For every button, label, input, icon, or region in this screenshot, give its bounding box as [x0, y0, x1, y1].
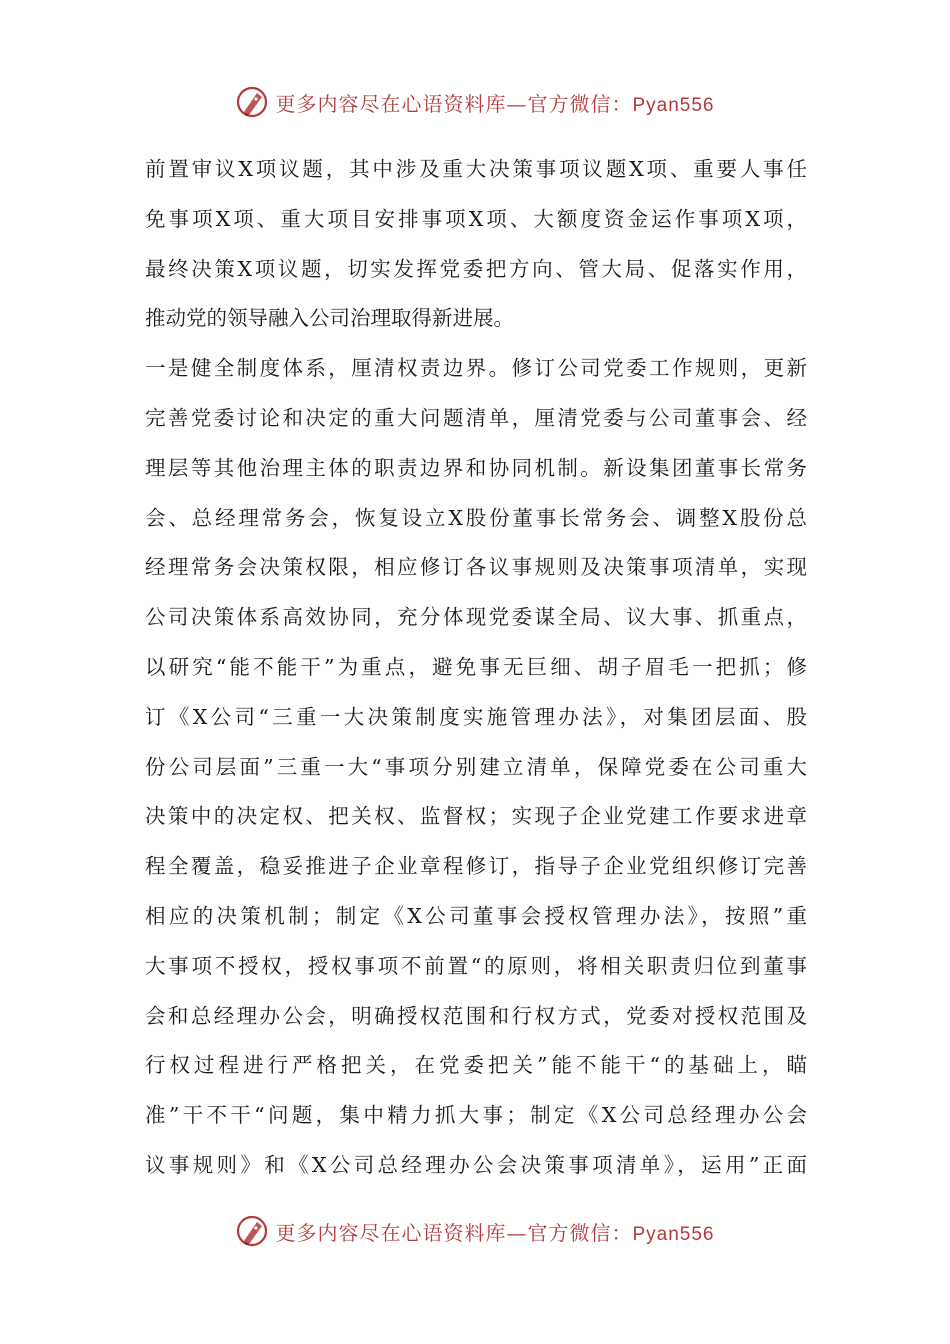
text-line: 相应的决策机制；制定《X公司董事会授权管理办法》，按照”重: [145, 903, 807, 928]
text-line: 完善党委讨论和决定的重大问题清单，厘清党委与公司董事会、经: [145, 405, 807, 430]
banner-text: [275, 88, 714, 117]
text-line: 会、总经理常务会，恢复设立X股份董事长常务会、调整X股份总: [145, 505, 807, 530]
header-banner: [0, 82, 950, 122]
text-line: 议事规则》和《X公司总经理办公会决策事项清单》，运用”正面: [145, 1152, 807, 1177]
text-line: 推动党的领导融入公司治理取得新进展。: [145, 306, 514, 331]
text-line: 决策中的决定权、把关权、监督权；实现子企业党建工作要求进章: [145, 804, 807, 829]
text-line: 最终决策X项议题，切实发挥党委把方向、管大局、促落实作用，: [145, 256, 807, 281]
text-line: 免事项X项、重大项目安排事项X项、大额度资金运作事项X项，: [145, 206, 807, 231]
document-body: [145, 145, 807, 1191]
pen-nib-circle-logo-icon: [235, 85, 269, 119]
text-line: 会和总经理办公会，明确授权范围和行权方式，党委对授权范围及: [145, 1003, 807, 1028]
text-line: 订《X公司“三重一大决策制度实施管理办法》，对集团层面、股: [145, 704, 807, 729]
banner-wechat-id: Pyan556: [632, 94, 715, 116]
pen-nib-circle-logo-icon: [235, 1214, 269, 1248]
footer-banner: [0, 1211, 950, 1251]
text-line: 前置审议X项议题，其中涉及重大决策事项议题X项、重要人事任: [145, 157, 807, 181]
banner-label: 更多内容尽在心语资料库—官方微信：: [275, 1220, 633, 1245]
text-line: 大事项不授权，授权事项不前置“的原则，将相关职责归位到董事: [145, 953, 807, 978]
banner-wechat-id: Pyan556: [632, 1223, 715, 1245]
banner-label: 更多内容尽在心语资料库—官方微信：: [275, 91, 633, 116]
text-line: 行权过程进行严格把关，在党委把关”能不能干“的基础上，瞄: [145, 1053, 807, 1078]
text-line: 一是健全制度体系，厘清权责边界。修订公司党委工作规则，更新: [145, 356, 807, 381]
text-line: 经理常务会决策权限，相应修订各议事规则及决策事项清单，实现: [145, 555, 807, 580]
text-line: 以研究“能不能干”为重点，避免事无巨细、胡子眉毛一把抓；修: [145, 654, 807, 679]
text-line: 理层等其他治理主体的职责边界和协同机制。新设集团董事长常务: [145, 455, 807, 480]
text-line: 公司决策体系高效协同，充分体现党委谋全局、议大事、抓重点，: [145, 605, 807, 630]
text-line: 准”干不干“问题，集中精力抓大事；制定《X公司总经理办公会: [145, 1103, 807, 1128]
text-line: 程全覆盖，稳妥推进子企业章程修订，指导子企业党组织修订完善: [145, 854, 807, 879]
text-line: 份公司层面”三重一大“事项分别建立清单，保障党委在公司重大: [145, 754, 807, 779]
banner-text: [275, 1217, 714, 1246]
